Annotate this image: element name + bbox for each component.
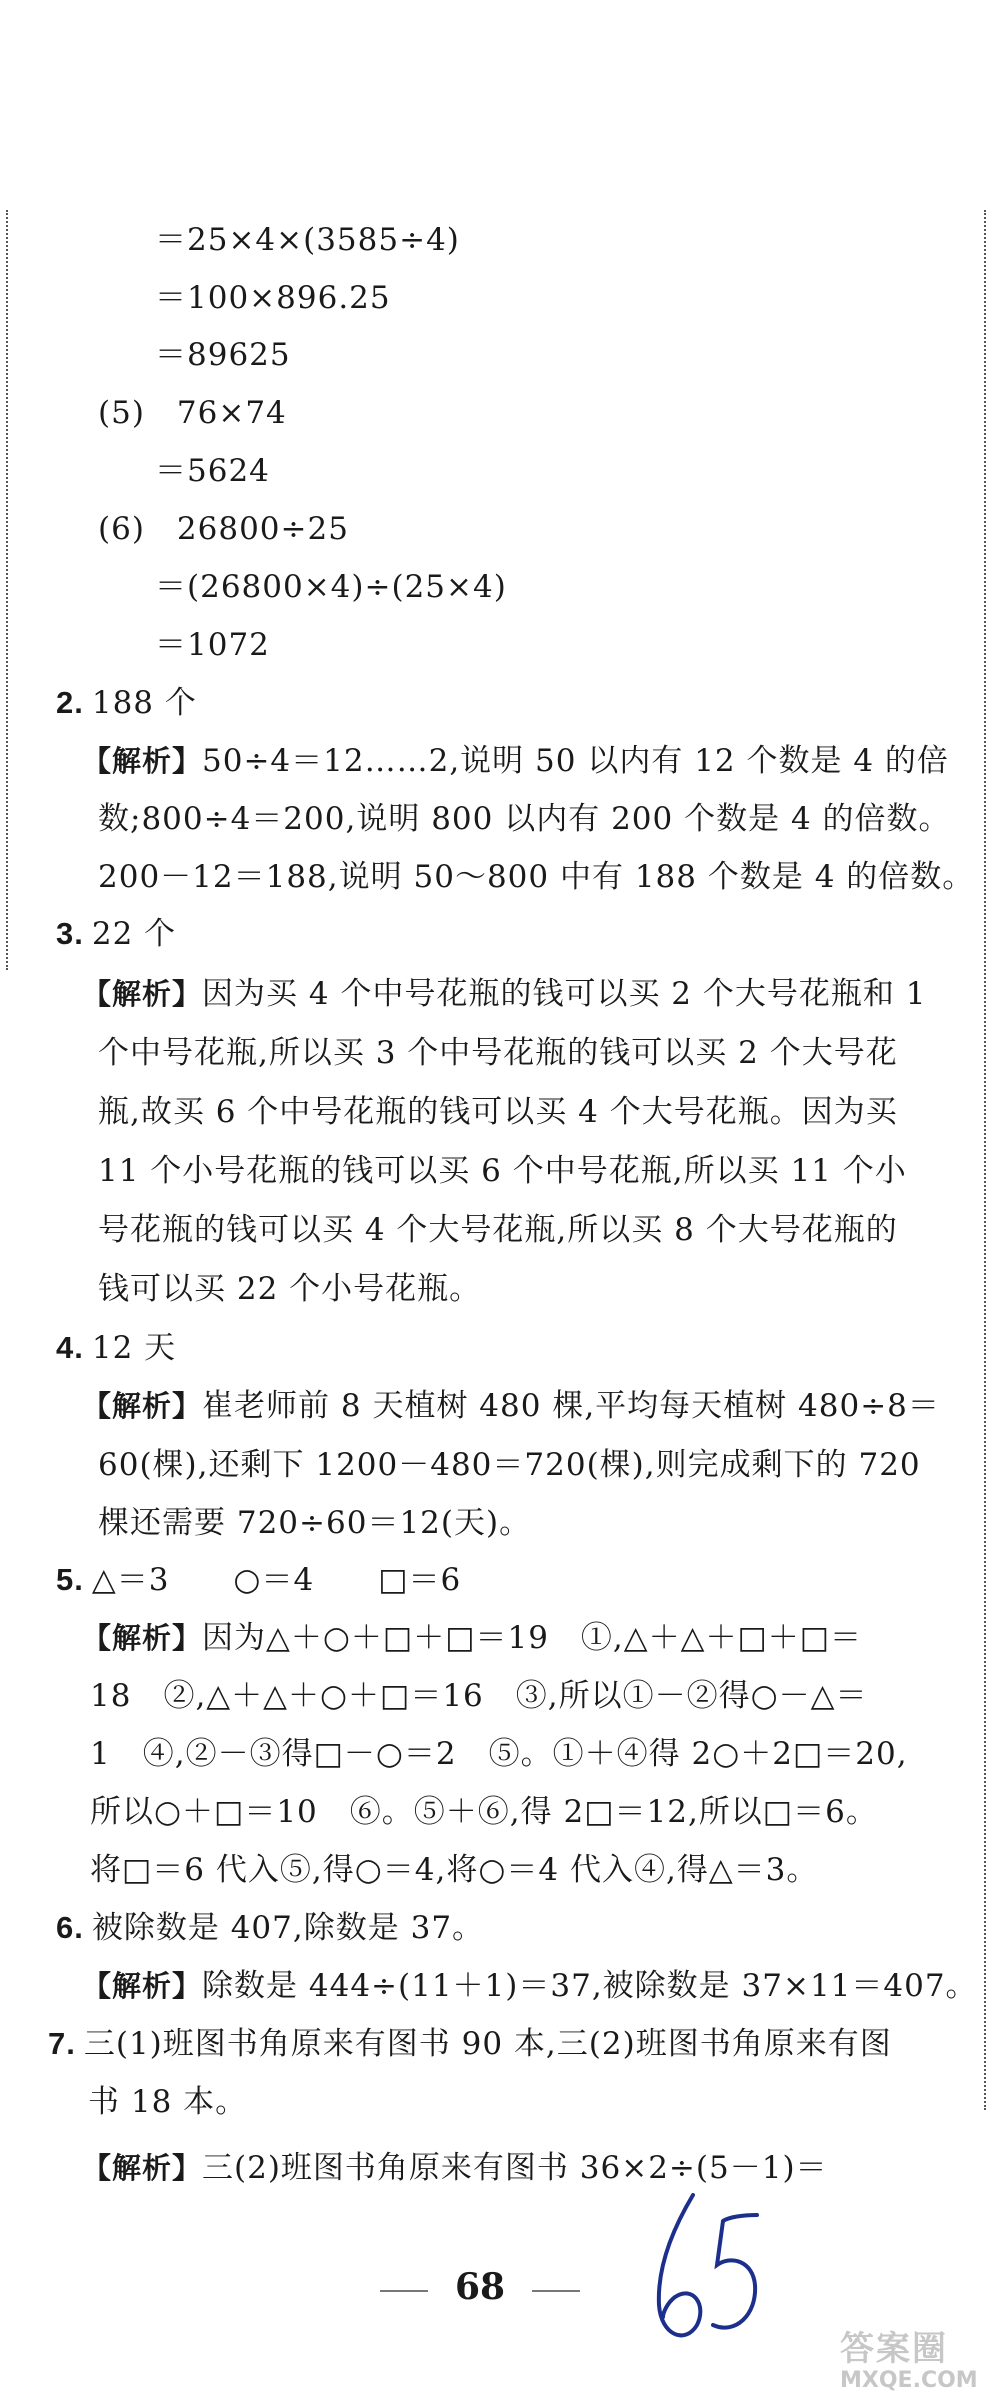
- analysis-line: 所以○＋□＝10 ⑥。⑤＋⑥,得 2□＝12,所以□＝6。: [90, 1794, 878, 1830]
- binding-guide-right: [974, 210, 986, 2110]
- analysis-tag: 【解析】: [82, 1621, 203, 1655]
- calc-line: ＝5624: [155, 453, 270, 489]
- question-number: 3.: [56, 916, 84, 951]
- answer-line: 书 18 本。: [88, 2084, 248, 2120]
- analysis-line: 数;800÷4＝200,说明 800 以内有 200 个数是 4 的倍数。: [98, 801, 951, 837]
- analysis-line: 将□＝6 代入⑤,得○＝4,将○＝4 代入④,得△＝3。: [90, 1852, 819, 1888]
- analysis-tag: 【解析】: [82, 2151, 203, 2185]
- question-7-answer: 7. 三(1)班图书角原来有图书 90 本,三(2)班图书角原来有图: [48, 2026, 892, 2062]
- question-number: 7.: [48, 2026, 76, 2061]
- question-3-analysis: 【解析】因为买 4 个中号花瓶的钱可以买 2 个大号花瓶和 1: [82, 976, 927, 1012]
- page-footer: [0, 2260, 1000, 2320]
- calc-line: ＝89625: [155, 337, 291, 373]
- question-number: 2.: [56, 685, 84, 720]
- handwritten-note: [645, 2185, 775, 2355]
- analysis-line: 号花瓶的钱可以买 4 个大号花瓶,所以买 8 个大号花瓶的: [98, 1212, 898, 1248]
- footer-rule-left: [380, 2290, 428, 2292]
- calc-line: (5) 76×74: [98, 395, 287, 431]
- question-6-analysis: 【解析】除数是 444÷(11＋1)＝37,被除数是 37×11＝407。: [82, 1968, 978, 2004]
- analysis-line: 18 ②,△＋△＋○＋□＝16 ③,所以①－②得○－△＝: [90, 1678, 868, 1714]
- analysis-tag: 【解析】: [82, 977, 203, 1011]
- watermark-url: MXQE.COM: [840, 2368, 978, 2393]
- question-4-answer: 4. 12 天: [56, 1330, 177, 1366]
- page-number: 68: [454, 2266, 506, 2308]
- analysis-line: 棵还需要 720÷60＝12(天)。: [98, 1505, 532, 1541]
- calc-line: ＝(26800×4)÷(25×4): [155, 569, 507, 605]
- calc-line: ＝100×896.25: [155, 280, 391, 316]
- analysis-line: 60(棵),还剩下 1200－480＝720(棵),则完成剩下的 720: [98, 1447, 921, 1483]
- analysis-line: 1 ④,②－③得□－○＝2 ⑤。①＋④得 2○＋2□＝20,: [90, 1736, 908, 1772]
- binding-guide-left: [6, 210, 18, 970]
- site-watermark: [840, 2330, 990, 2400]
- question-number: 4.: [56, 1330, 84, 1365]
- question-5-answer: 5. △＝3 ○＝4 □＝6: [56, 1562, 462, 1598]
- calc-line: ＝1072: [155, 627, 270, 663]
- calc-line: (6) 26800÷25: [98, 511, 349, 547]
- analysis-tag: 【解析】: [82, 744, 203, 778]
- analysis-line: 200－12＝188,说明 50～800 中有 188 个数是 4 的倍数。: [98, 859, 975, 895]
- question-2-answer: 2. 188 个: [56, 685, 197, 721]
- question-number: 5.: [56, 1562, 84, 1597]
- analysis-line: 钱可以买 22 个小号花瓶。: [98, 1271, 482, 1307]
- footer-rule-right: [532, 2290, 580, 2292]
- analysis-line: 11 个小号花瓶的钱可以买 6 个中号花瓶,所以买 11 个小: [98, 1153, 907, 1189]
- question-3-answer: 3. 22 个: [56, 916, 177, 952]
- watermark-logo: 答案圈: [840, 2329, 948, 2369]
- question-7-analysis: 【解析】三(2)班图书角原来有图书 36×2÷(5－1)＝: [82, 2150, 828, 2186]
- question-6-answer: 6. 被除数是 407,除数是 37。: [56, 1910, 485, 1946]
- analysis-line: 个中号花瓶,所以买 3 个中号花瓶的钱可以买 2 个大号花: [98, 1035, 898, 1071]
- calc-line: ＝25×4×(3585÷4): [155, 222, 460, 258]
- analysis-line: 瓶,故买 6 个中号花瓶的钱可以买 4 个大号花瓶。因为买: [98, 1094, 898, 1130]
- question-2-analysis: 【解析】50÷4＝12……2,说明 50 以内有 12 个数是 4 的倍: [82, 743, 949, 779]
- analysis-tag: 【解析】: [82, 1389, 203, 1423]
- analysis-tag: 【解析】: [82, 1969, 203, 2003]
- question-number: 6.: [56, 1910, 84, 1945]
- question-4-analysis: 【解析】崔老师前 8 天植树 480 棵,平均每天植树 480÷8＝: [82, 1388, 940, 1424]
- question-5-analysis: 【解析】因为△＋○＋□＋□＝19 ①,△＋△＋□＋□＝: [82, 1620, 863, 1656]
